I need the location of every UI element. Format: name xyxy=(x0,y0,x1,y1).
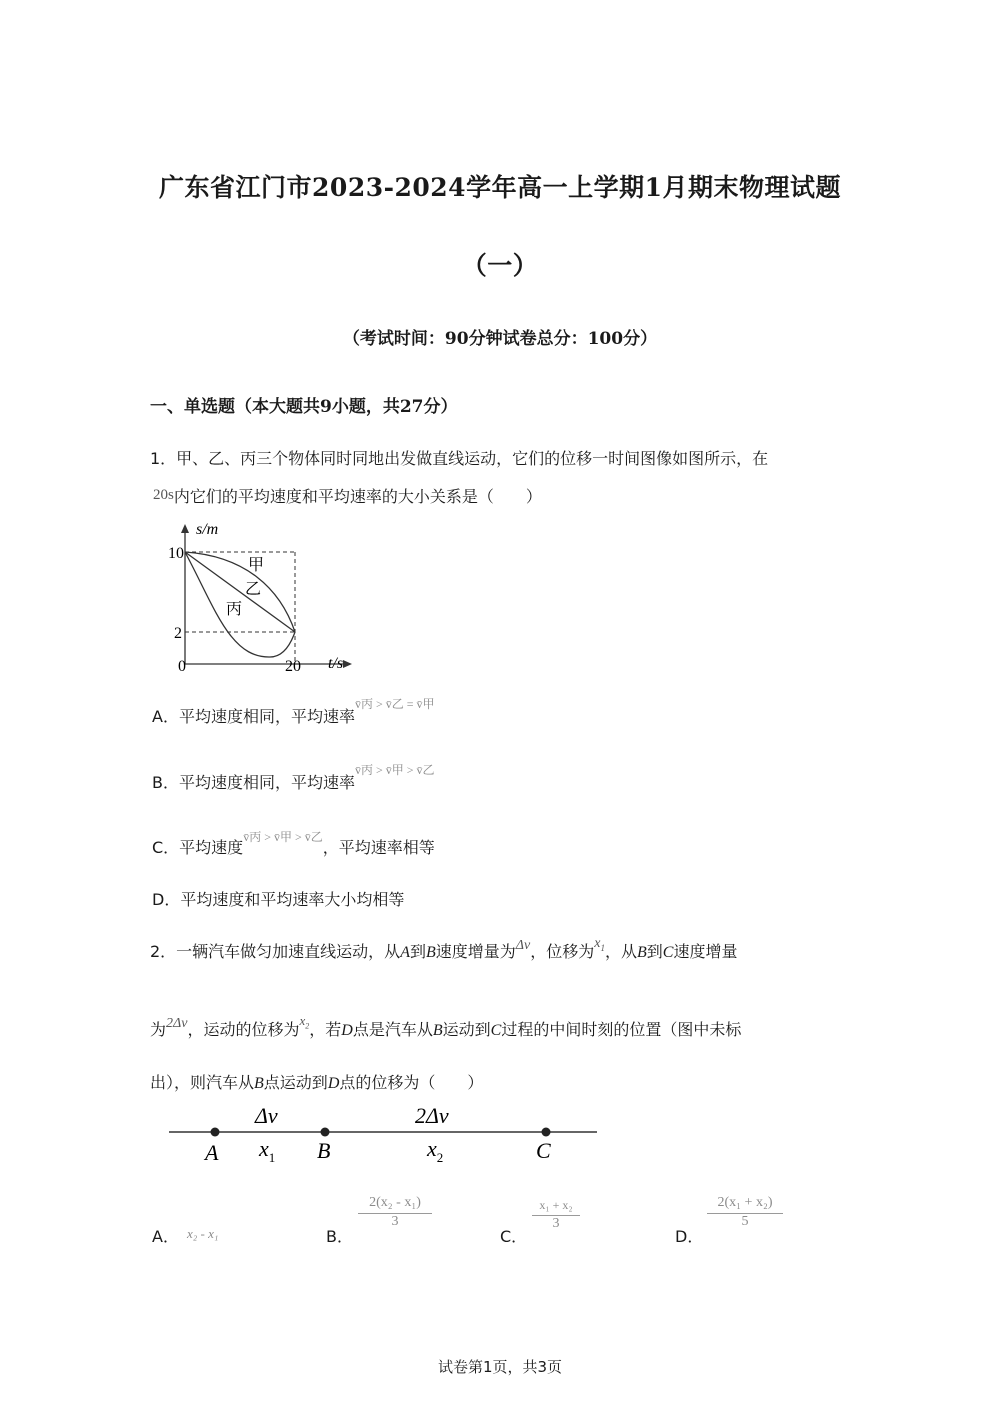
exam-info: （考试时间：90分钟试卷总分：100分） xyxy=(342,329,658,349)
q2-text-line1: 2．一辆汽车做匀加速直线运动，从A到B速度增量为Δv，位移为$x_1$，从B到C速度增量 xyxy=(150,936,738,961)
label-x2: $x_2$ xyxy=(427,1136,444,1165)
q2-option-c-fraction xyxy=(532,1198,580,1232)
q1-option-a-math: v̄丙 > v̄乙 = v̄甲 xyxy=(354,697,435,711)
q2-motion-diagram xyxy=(165,1100,605,1170)
q2-text-line2: 为2Δv，运动的位移为$^{x_2}$，若D点是汽车从B运动到C过程的中间时刻的位置（图中未标 xyxy=(150,1013,742,1039)
y-tick-2: 2 xyxy=(174,625,182,642)
q1-option-b[interactable] xyxy=(152,763,435,793)
label-b: B xyxy=(317,1138,331,1163)
q1-option-c[interactable] xyxy=(152,830,435,858)
y-axis-label: s/m xyxy=(196,521,219,538)
point-b-dot xyxy=(321,1128,330,1137)
q2-text-line3: 出），则汽车从B点运动到D点的位移为（ ） xyxy=(150,1073,484,1092)
x-axis-arrow xyxy=(343,660,352,668)
page-footer: 试卷第1页，共3页 xyxy=(437,1358,563,1376)
q2-option-d-numerator: 2(x₁ + x₂) xyxy=(707,1195,783,1214)
q2-option-a-math: x₂ - x₁ xyxy=(186,1226,219,1241)
q1-option-c-math: v̄丙 > v̄甲 > v̄乙 xyxy=(243,830,323,844)
q2-option-d-denominator: 5 xyxy=(741,1214,749,1229)
q1-text-line2 xyxy=(153,484,542,507)
q1-option-c-tail: ，平均速率相等 xyxy=(322,838,435,857)
q1-option-b-label: B．平均速度相同，平均速率 xyxy=(152,773,355,792)
q1-time-expr: 20s xyxy=(153,487,174,503)
q2-option-c-denominator: 3 xyxy=(552,1216,560,1231)
label-delta-v: Δv xyxy=(255,1103,278,1128)
point-a-dot xyxy=(211,1128,220,1137)
x-tick-20: 20 xyxy=(285,658,301,675)
origin-label: 0 xyxy=(178,658,186,675)
q2-option-b-label[interactable]: B． xyxy=(326,1227,353,1246)
q2-option-c-label[interactable]: C． xyxy=(500,1227,528,1246)
q2-option-a[interactable] xyxy=(152,1224,218,1247)
page-title: 广东省江门市2023-2024学年高一上学期1月期末物理试题 xyxy=(159,173,841,202)
q2-option-d-fraction xyxy=(707,1195,783,1230)
q2-option-b-fraction xyxy=(358,1195,432,1230)
label-c: C xyxy=(536,1138,551,1163)
q1-option-d[interactable]: D．平均速度和平均速率大小均相等 xyxy=(152,890,405,909)
q1-text-line1: 1．甲、乙、丙三个物体同时同地出发做直线运动，它们的位移一时间图像如图所示，在 xyxy=(150,449,769,468)
q2-option-b-denominator: 3 xyxy=(391,1214,399,1229)
page-title-part2: （一） xyxy=(461,251,539,280)
q2-option-d-label[interactable]: D． xyxy=(675,1227,704,1246)
label-bing: 丙 xyxy=(226,601,243,618)
label-2-delta-v: 2Δv xyxy=(415,1103,449,1128)
label-x1: $x_1$ xyxy=(259,1136,276,1165)
label-jia: 甲 xyxy=(248,557,265,574)
y-axis-arrow xyxy=(181,524,189,533)
y-tick-10: 10 xyxy=(168,545,184,562)
q2-option-b-numerator: 2(x₂ - x₁) xyxy=(358,1195,432,1214)
q1-option-c-label: C．平均速度 xyxy=(152,838,244,857)
label-a: A xyxy=(205,1140,219,1165)
q2-option-c-numerator: x₁ + x₂ xyxy=(532,1198,580,1216)
q1-option-a[interactable] xyxy=(152,697,435,727)
q1-option-a-label: A．平均速度相同，平均速率 xyxy=(152,707,355,726)
q1-option-b-math: v̄丙 > v̄甲 > v̄乙 xyxy=(354,763,435,777)
q1-question: 内它们的平均速度和平均速率的大小关系是（ ） xyxy=(173,487,542,506)
section-heading: 一、单选题（本大题共9小题，共27分） xyxy=(150,397,458,417)
label-yi: 乙 xyxy=(245,581,262,598)
point-c-dot xyxy=(542,1128,551,1137)
q2-option-a-label: A． xyxy=(152,1227,179,1246)
x-axis-label: t/s xyxy=(328,655,344,672)
q1-displacement-time-graph xyxy=(150,518,370,678)
curve-yi xyxy=(185,552,295,632)
